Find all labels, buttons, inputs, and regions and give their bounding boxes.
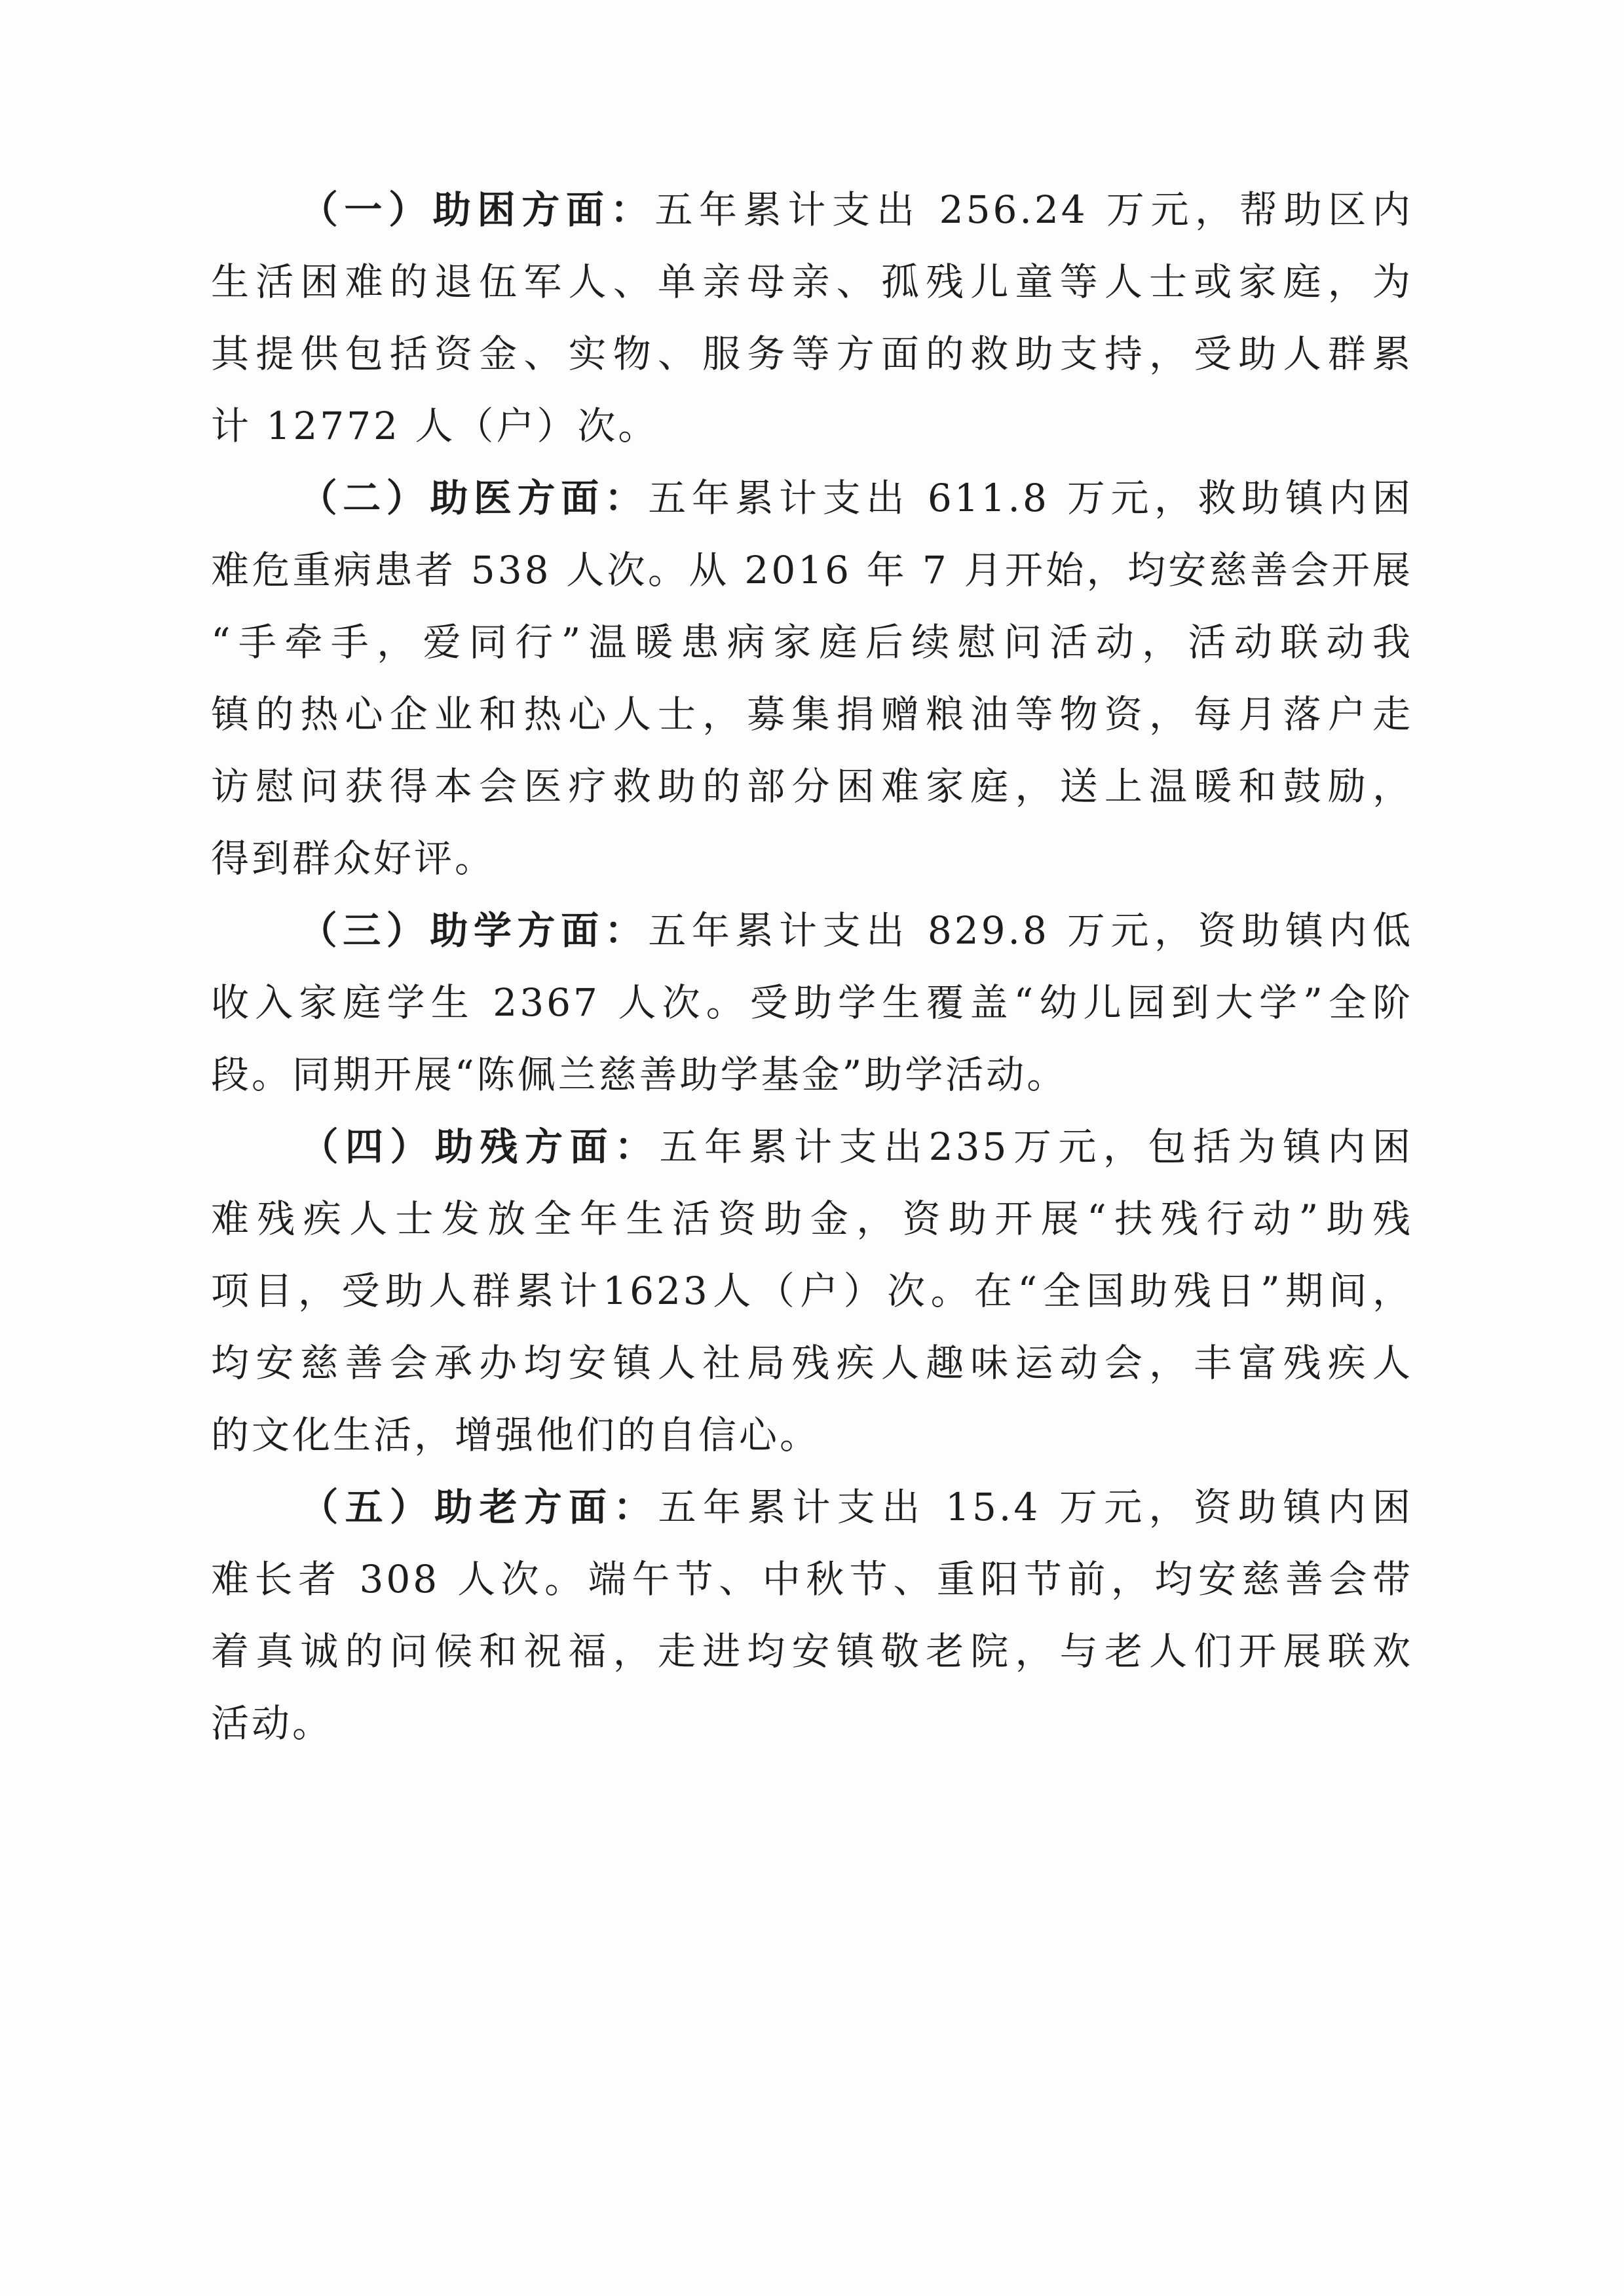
paragraph-assist-elderly	[211, 1471, 1413, 1759]
text-line: 镇的热心企业和热心人士，募集捐赠粮油等物资，每月落户走	[211, 692, 1413, 737]
document-body	[211, 174, 1413, 1759]
text-line: 难危重病患者 538 人次。从 2016 年 7 月开始，均安慈善会开展	[211, 548, 1413, 592]
text-line: 访慰问获得本会医疗救助的部分困难家庭，送上温暖和鼓励，	[211, 764, 1413, 809]
section-heading: （三）助学方面：	[296, 908, 649, 953]
section-heading: （一）助困方面：	[296, 187, 655, 232]
section-heading: （四）助残方面：	[296, 1124, 660, 1169]
text-line: 段。同期开展“陈佩兰慈善助学基金”助学活动。	[211, 1052, 1068, 1097]
paragraph-assist-disabled	[211, 1111, 1413, 1471]
text-line: （二）助医方面：五年累计支出 611.8 万元，救助镇内困	[296, 476, 1413, 520]
text-line: 生活困难的退伍军人、单亲母亲、孤残儿童等人士或家庭，为	[211, 259, 1413, 304]
text-line: 其提供包括资金、实物、服务等方面的救助支持，受助人群累	[211, 332, 1413, 376]
text-line: （四）助残方面：五年累计支出235万元，包括为镇内困	[296, 1124, 1413, 1169]
text-line: 难残疾人士发放全年生活资助金，资助开展“扶残行动”助残	[211, 1196, 1413, 1241]
text-line: （三）助学方面：五年累计支出 829.8 万元，资助镇内低	[296, 908, 1413, 953]
text-line: “手牵手，爱同行”温暖患病家庭后续慰问活动，活动联动我	[211, 620, 1413, 664]
text-line: 的文化生活，增强他们的自信心。	[211, 1413, 821, 1457]
text-line: 着真诚的问候和祝福，走进均安镇敬老院，与老人们开展联欢	[211, 1629, 1413, 1674]
section-heading: （五）助老方面：	[296, 1485, 658, 1529]
text-line: 均安慈善会承办均安镇人社局残疾人趣味运动会，丰富残疾人	[211, 1341, 1413, 1385]
text-line: 活动。	[211, 1701, 333, 1746]
paragraph-assist-medical	[211, 462, 1413, 894]
text-line: 得到群众好评。	[211, 836, 496, 881]
paragraph-assist-poor	[211, 174, 1413, 462]
text-line: （一）助困方面：五年累计支出 256.24 万元，帮助区内	[296, 187, 1413, 232]
section-heading: （二）助医方面：	[296, 476, 649, 520]
text-line: 收入家庭学生 2367 人次。受助学生覆盖“幼儿园到大学”全阶	[211, 980, 1413, 1025]
text-line: 难长者 308 人次。端午节、中秋节、重阳节前，均安慈善会带	[211, 1557, 1413, 1601]
paragraph-assist-education	[211, 894, 1413, 1111]
text-line: 计 12772 人（户）次。	[211, 404, 659, 448]
text-line: （五）助老方面：五年累计支出 15.4 万元，资助镇内困	[296, 1485, 1413, 1529]
text-line: 项目，受助人群累计1623人（户）次。在“全国助残日”期间，	[211, 1269, 1413, 1313]
